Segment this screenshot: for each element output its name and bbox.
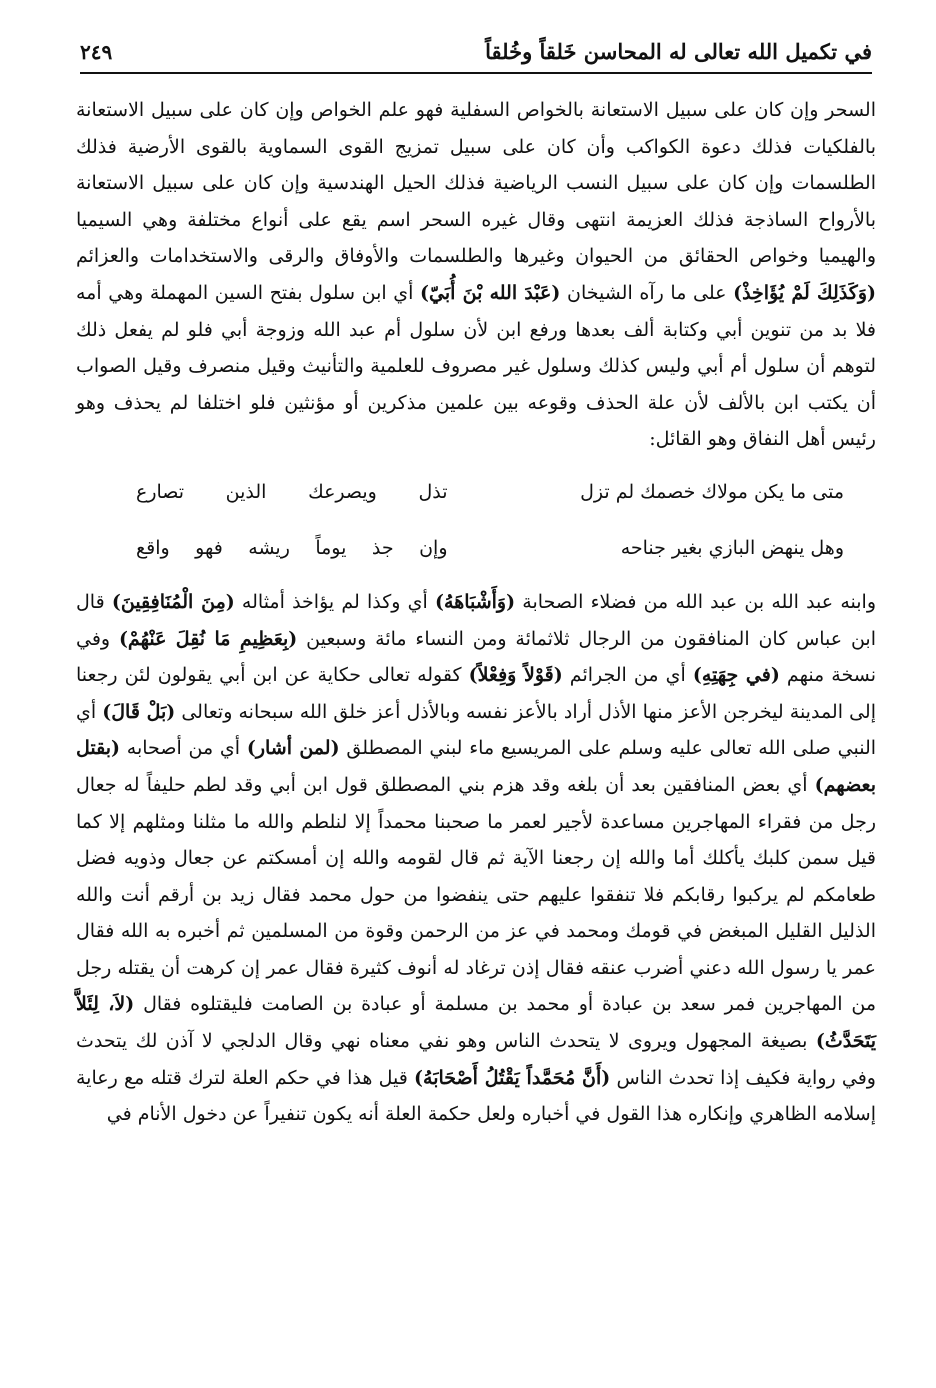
quoted-matn-text: (بَلْ قَالَ): [102, 700, 176, 723]
commentary-text: وابنه عبد الله بن عبد الله من فضلاء الصحابة: [515, 590, 876, 613]
quoted-matn-text: (في جِهَتِهِ): [692, 664, 780, 687]
quoted-matn-text: (وَكَذَلِكَ لَمْ يُؤَاخِذْ): [733, 281, 876, 304]
commentary-text: السحر وإن كان على سبيل الاستعانة بالخواص السفلية فهو علم الخواص وإن كان على سبيل الاستعانة بالفلكيات فذلك دعوة الكواكب وأن كان على سبيل تمزيج القوى السماوية بالقوى الأرضية فذلك الطلسمات وإن كان على سبيل النسب الرياضية فذلك الحيل الهندسية وإن كان على سبيل الاستعانة بالأرواح الساذجة فذلك العزيمة انتهى وقال غيره السحر اسم يقع على أنواع مختلفة وهي السيميا والهيميا وخواص الحقائق من الحيوان وغيرها والطلسمات والأوفاق والرقى والاستخدامات والعزائم: [76, 99, 876, 268]
running-title: في تكميل الله تعالى له المحاسن خَلقاً وخُلقاً: [485, 39, 872, 64]
commentary-text: أي من أصحابه: [120, 737, 247, 760]
verse-second-hemistich: وإن جذ يوماً ريشه فهو واقع: [136, 536, 448, 559]
commentary-text: أي من الجرائم: [562, 664, 693, 687]
commentary-text: بصيغة المجهول ويروى لا يتحدث الناس وهو نفي معناه نهي وقال الدلجي لا آذن لك يتحدث وفي رواية فكيف إذا تحدث الناس: [76, 1030, 876, 1089]
paragraph-commentary-1: [76, 92, 876, 458]
commentary-text: كقوله تعالى حكاية عن ابن أبي يقولون لئن رجعنا إلى المدينة ليخرجن الأعز منها الأذل أراد بالأعز نفسه وبالأذل أعز خلق الله سبحانه وتعالى: [76, 664, 876, 723]
verse-second-hemistich: تذل ويصرعك الذين تصارع: [136, 480, 448, 503]
verse-first-hemistich: متى ما يكن مولاك خصمك لم تزل: [580, 480, 844, 503]
quoted-matn-text: (بِعَظِيمِ مَا نُقِلَ عَنْهُمْ): [118, 627, 298, 650]
poem-verse: [76, 520, 876, 576]
quoted-matn-text: (مِنَ الْمُنَافِقِينَ): [111, 590, 235, 613]
commentary-text: أي النبي صلى الله تعالى عليه وسلم على المريسيع ماء لبني المصطلق: [76, 700, 877, 760]
quoted-matn-text: (وَأَشْبَاهَهُ): [435, 590, 516, 613]
quoted-matn-text: (بقتل بعضهم): [76, 737, 876, 796]
quoted-matn-text: (قَوْلاً وَفِعْلاً): [468, 664, 563, 687]
poem-verse: [76, 464, 876, 520]
quoted-matn-text: (لاَ، لِئَلاَّ يَتَحَدَّثُ): [76, 993, 876, 1053]
commentary-text: أي وكذا لم يؤاخذ أمثاله: [234, 590, 436, 613]
quoted-matn-text: (عَبْدَ الله بْنَ أُبَيّ): [420, 281, 561, 304]
commentary-text: وفي نسخة منهم: [76, 627, 876, 687]
quoted-matn-text: (أَنَّ مُحَمَّداً يَقْتُلُ أَصْحَابَهُ): [414, 1066, 611, 1089]
page-number: ٢٤٩: [80, 40, 113, 64]
poem: [76, 464, 876, 576]
verse-first-hemistich: وهل ينهض البازي بغير جناحه: [620, 536, 844, 559]
commentary-text: قيل هذا في حكم العلة لترك قتله مع رعاية إسلامه الظاهري وإنكاره هذا القول في أخباره ولعل حكمة العلة أنه يكون تنفيراً عن دخول الأنام في: [76, 1066, 876, 1126]
paragraph-commentary-2: [76, 584, 876, 1133]
commentary-text: أي بعض المنافقين بعد أن بلغه وقد هزم بني المصطلق قول ابن أبي وقد لطم حليفاً له جعال رجل من فقراء المهاجرين مساعدة لأجير لعمر ما صحبنا محمداً إلا لنلطم والله ما مثلنا ومثلهم إلا كما قيل سمن كلبك يأكلك أما والله إن رجعنا الآية ثم قال لقومه والله إن أمسكتم عن جعال وذويه فضل طعامكم لم يركبوا رقابكم فلا تنفقوا عليهم حتى ينفضوا من حول محمد فقال زيد بن أرقم أنت والله الذليل القليل المبغض في قومك ومحمد في عز من الرحمن وقوة من المسلمين ثم أخبره به الله فقال عمر يا رسول الله دعني أضرب عنقه فقال إذن ترغاد له أنوف كثيرة فقال عمر إن كرهت أن يقتله رجل من المهاجرين فمر سعد بن عبادة أو محمد بن مسلمة أو عبادة بن الصامت فليقتلوه فقال: [76, 773, 876, 1016]
page-header: [80, 28, 872, 74]
commentary-text: قال ابن عباس كان المنافقون من الرجال ثلاثمائة ومن النساء مائة وسبعين: [76, 590, 876, 650]
body-text: [76, 92, 876, 1133]
commentary-text: أي ابن سلول بفتح السين المهملة وهي أمه فلا بد من تنوين أبي وكتابة ألف بعدها ورفع ابن لأن سلول أم عبد الله وزوجة أبي فلو لم يفعل ذلك لتوهم أن سلول أم أبي وليس كذلك وسلول غير مصروف للعلمية والتأنيث وقيل منصرف وقيل الصواب أن يكتب ابن بالألف لأن علة الحذف وقوعه بين علمين مذكرين أو مؤنثين فلو اختلفا لم يحذف وهو رئيس أهل النفاق وهو القائل:: [76, 281, 876, 451]
quoted-matn-text: (لمن أشار): [246, 737, 340, 760]
commentary-text: على ما رآه الشيخان: [560, 281, 734, 304]
